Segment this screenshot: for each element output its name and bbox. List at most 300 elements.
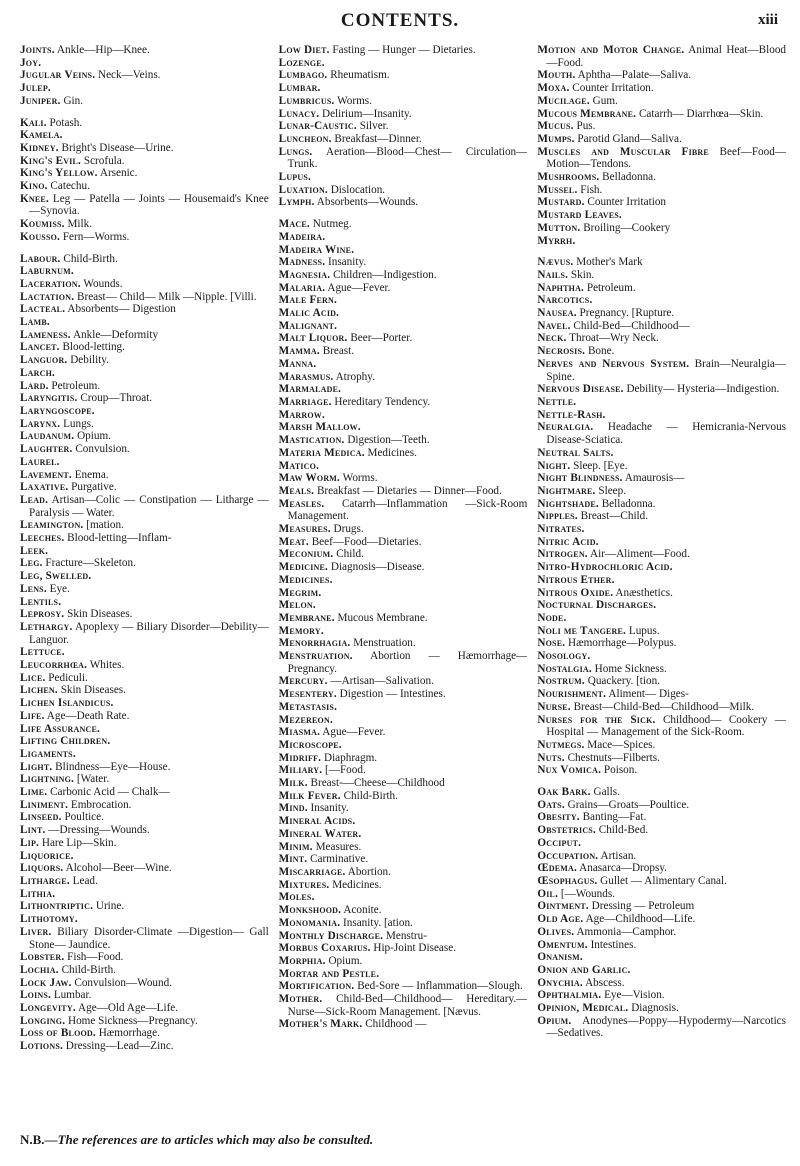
- entry-references: Intestines.: [590, 938, 637, 951]
- index-entry: [279, 726, 528, 739]
- entry-headword: Mumps.: [537, 132, 575, 145]
- index-entry: [537, 587, 786, 600]
- index-entry: [20, 951, 269, 964]
- index-entry: [20, 469, 269, 482]
- footnote-text: The references are to articles which may also be consulted.: [57, 1132, 374, 1147]
- index-entry: [20, 341, 269, 354]
- entry-headword: Mussel.: [537, 183, 578, 196]
- entry-references: Catarrh—Inflammation —Sick-Room Management.: [287, 497, 528, 523]
- entry-headword: Luncheon.: [278, 132, 332, 145]
- index-entry: [537, 951, 786, 964]
- entry-headword: Lymph.: [278, 196, 315, 209]
- index-entry: [537, 472, 786, 485]
- page-number: xiii: [757, 12, 778, 28]
- entry-headword: Matico.: [278, 459, 320, 472]
- entry-references: Fish—Food.: [67, 951, 124, 964]
- entry-headword: Joints.: [20, 44, 55, 56]
- index-entry: [537, 786, 786, 799]
- index-entry: [537, 69, 786, 82]
- entry-references: Digestion—Teeth.: [347, 434, 430, 447]
- index-entry: [537, 120, 786, 133]
- entry-references: Fern—Worms.: [62, 230, 130, 243]
- index-entry: [537, 926, 786, 939]
- entry-references: Anasarca—Dropsy.: [579, 862, 667, 875]
- entry-references: Age—Death Rate.: [46, 709, 130, 722]
- entry-headword: Mixtures.: [278, 878, 330, 891]
- index-entry: [279, 536, 528, 549]
- entry-references: Nutmeg.: [312, 218, 352, 231]
- entry-references: Digestion — Intestines.: [339, 688, 446, 701]
- entry-headword: Nitrous Ether.: [537, 573, 615, 586]
- entry-headword: Nux Vomica.: [537, 764, 602, 777]
- index-entry: [20, 964, 269, 977]
- index-entry: [537, 510, 786, 523]
- entry-references: Child-Bed.: [598, 824, 649, 837]
- entry-references: Bone.: [587, 345, 615, 358]
- index-entry: [20, 155, 269, 168]
- index-entry: [279, 714, 528, 727]
- entry-headword: Menorrhagia.: [278, 637, 351, 650]
- entry-references: Quackery. [tion.: [587, 675, 661, 688]
- entry-headword: Nutmegs.: [537, 738, 585, 751]
- index-entry: [279, 146, 528, 171]
- entry-references: Bed-Sore — Inflammation—Slough.: [357, 980, 523, 993]
- index-entry: [537, 485, 786, 498]
- entry-references: Bright's Disease—Urine.: [61, 141, 174, 154]
- index-entry: [20, 684, 269, 697]
- index-entry: [20, 57, 269, 70]
- entry-headword: Knee.: [20, 192, 49, 205]
- entry-headword: Mustard Leaves.: [537, 209, 622, 222]
- entry-headword: Menstruation.: [278, 650, 353, 663]
- entry-headword: Night.: [537, 459, 571, 472]
- entry-headword: Laceration.: [20, 277, 81, 290]
- index-entry: [537, 701, 786, 714]
- entry-references: Chestnuts—Filberts.: [567, 751, 660, 764]
- entry-references: Childhood —: [365, 1018, 427, 1031]
- index-entry: [20, 180, 269, 193]
- entry-headword: Old Age.: [537, 913, 584, 926]
- index-column-3: [537, 44, 786, 1126]
- index-entry: [20, 989, 269, 1002]
- entry-references: [Water.: [76, 773, 110, 786]
- entry-references: Whites.: [89, 659, 125, 672]
- entry-headword: Mucus.: [537, 120, 574, 133]
- entry-headword: Male Fern.: [278, 294, 337, 307]
- index-entry: [279, 802, 528, 815]
- index-entry: [20, 1015, 269, 1028]
- index-entry: [537, 1002, 786, 1015]
- entry-headword: Leg.: [20, 557, 43, 570]
- entry-headword: Nævus.: [537, 256, 574, 269]
- entry-headword: Necrosis.: [537, 345, 586, 358]
- entry-references: Counter Irritation: [587, 196, 667, 209]
- entry-headword: Miliary.: [278, 764, 323, 777]
- entry-headword: Mesentery.: [278, 688, 337, 701]
- index-entry: [279, 904, 528, 917]
- entry-headword: Measles.: [278, 497, 325, 510]
- entry-headword: Lancet.: [20, 341, 60, 354]
- index-entry: [279, 95, 528, 108]
- index-entry: [20, 218, 269, 231]
- entry-headword: Megrim.: [278, 586, 322, 599]
- entry-headword: Larch.: [20, 366, 56, 379]
- entry-headword: Monkshood.: [278, 904, 342, 917]
- entry-headword: Opinion, Medical.: [537, 1002, 629, 1015]
- entry-headword: Lettuce.: [20, 646, 65, 659]
- index-entry: [537, 332, 786, 345]
- entry-references: Child-Bed—Childhood— Hereditary.— Nurse—Sick-Room Management. [Nævus.: [287, 993, 528, 1018]
- entry-headword: Occiput.: [537, 836, 582, 849]
- entry-references: Child-Birth.: [61, 963, 116, 976]
- index-entry: [20, 761, 269, 774]
- index-entry: [20, 231, 269, 244]
- entry-headword: Œsophagus.: [537, 875, 598, 887]
- entry-headword: Liniment.: [20, 798, 69, 811]
- entry-headword: Mustard.: [537, 196, 585, 209]
- entry-references: Hare Lip—Skin.: [41, 836, 117, 849]
- entry-headword: Life.: [20, 709, 45, 722]
- entry-headword: Lumbar.: [278, 82, 321, 95]
- entry-references: Blood-letting—Inflam-: [67, 532, 172, 545]
- entry-references: Arsenic.: [99, 167, 138, 180]
- entry-references: Mother's Mark: [576, 256, 643, 269]
- index-entry: [279, 815, 528, 828]
- index-entry: [20, 900, 269, 913]
- index-entry: [20, 193, 269, 218]
- entry-references: Lupus.: [628, 624, 660, 637]
- entry-references: Skin Diseases.: [67, 608, 133, 621]
- index-entry: [279, 269, 528, 282]
- entry-headword: Mucous Membrane.: [537, 107, 637, 120]
- index-entry: [279, 548, 528, 561]
- index-entry: [279, 891, 528, 904]
- index-entry: [20, 723, 269, 736]
- index-entry: [20, 545, 269, 558]
- index-entry: [537, 650, 786, 663]
- entry-headword: Measures.: [278, 523, 331, 536]
- index-entry: [279, 917, 528, 930]
- index-entry: [20, 303, 269, 316]
- index-entry: [20, 354, 269, 367]
- index-entry: [20, 443, 269, 456]
- index-entry: [279, 752, 528, 765]
- index-columns: [20, 44, 786, 1126]
- entry-headword: Onion and Garlic.: [537, 963, 631, 976]
- index-entry: [537, 184, 786, 197]
- index-entry: [20, 430, 269, 443]
- entry-headword: Milk Fever.: [278, 789, 341, 802]
- index-entry: [20, 278, 269, 291]
- index-entry: [537, 396, 786, 409]
- entry-references: Catarrh— Diarrhœa—Skin.: [638, 107, 764, 120]
- index-entry: [279, 282, 528, 295]
- index-entry: [537, 256, 786, 269]
- index-entry: [279, 396, 528, 409]
- entry-references: Gin.: [63, 94, 84, 107]
- entry-headword: Laurel.: [20, 455, 60, 468]
- entry-references: Poison.: [603, 764, 638, 777]
- entry-references: Aliment— Diges-: [608, 688, 689, 701]
- index-entry: [537, 447, 786, 460]
- entry-headword: Kino.: [20, 180, 48, 193]
- index-entry: [279, 358, 528, 371]
- entry-references: Breast-—Cheese—Childhood: [310, 777, 445, 790]
- entry-references: Belladonna.: [601, 497, 656, 510]
- index-entry: [537, 574, 786, 587]
- entry-headword: Malaria.: [278, 281, 326, 294]
- entry-headword: Lithontriptic.: [20, 900, 94, 913]
- entry-headword: Ligaments.: [20, 747, 76, 760]
- entry-headword: Liquorice.: [20, 849, 74, 862]
- entry-headword: Moxa.: [537, 82, 570, 95]
- entry-headword: Joy.: [20, 56, 42, 69]
- index-entry: [279, 120, 528, 133]
- entry-headword: Moles.: [278, 891, 315, 904]
- index-entry: [537, 44, 786, 69]
- index-entry: [20, 850, 269, 863]
- entry-headword: Mortar and Pestle.: [278, 967, 380, 980]
- entry-references: Convulsion.: [75, 443, 130, 456]
- entry-references: [—Food.: [325, 764, 366, 777]
- entry-headword: Madeira.: [278, 230, 326, 243]
- index-entry: [537, 811, 786, 824]
- entry-references: Sleep.: [598, 484, 627, 497]
- index-entry: [537, 875, 786, 888]
- index-entry: [537, 409, 786, 422]
- index-entry: [20, 977, 269, 990]
- index-entry: [20, 596, 269, 609]
- footnote-prefix: N.B.—: [20, 1132, 58, 1147]
- entry-references: Wounds.: [83, 277, 123, 290]
- entry-headword: Maw Worm.: [278, 472, 341, 485]
- index-entry: [279, 930, 528, 943]
- entry-references: Anæsthetics.: [615, 586, 673, 599]
- index-entry: [279, 44, 528, 57]
- entry-references: Lungs.: [63, 417, 94, 430]
- entry-references: Scrofula.: [83, 154, 125, 167]
- entry-headword: Liquors.: [20, 862, 64, 875]
- entry-references: Croup—Throat.: [80, 392, 153, 405]
- entry-references: Breakfast — Dietaries — Dinner—Food.: [316, 484, 502, 497]
- index-entry: [20, 1027, 269, 1040]
- index-entry: [537, 222, 786, 235]
- entry-references: Aphtha—Palate—Saliva.: [577, 69, 692, 82]
- entry-headword: Leprosy.: [20, 608, 65, 621]
- index-entry: [279, 790, 528, 803]
- index-entry: [537, 421, 786, 446]
- index-entry: [20, 129, 269, 142]
- index-entry: [537, 824, 786, 837]
- entry-headword: Motion and Motor Change.: [537, 44, 685, 56]
- entry-headword: Kidney.: [20, 141, 59, 154]
- entry-references: Abortion.: [347, 866, 391, 878]
- index-entry: [279, 409, 528, 422]
- index-column-2: [279, 44, 528, 1126]
- entry-references: Skin.: [570, 268, 595, 281]
- index-entry: [20, 316, 269, 329]
- entry-references: Purgative.: [71, 481, 117, 494]
- entry-headword: Nitric Acid.: [537, 535, 599, 548]
- entry-headword: Lotions.: [20, 1040, 63, 1053]
- entry-references: Abscess.: [585, 976, 625, 989]
- entry-references: Leg — Patella — Joints — Housemaid's Knee—Synovia.: [29, 192, 269, 218]
- entry-headword: Mineral Acids.: [278, 815, 356, 828]
- entry-headword: Luxation.: [278, 183, 328, 196]
- entry-headword: Mucilage.: [537, 94, 590, 107]
- entry-headword: Nausea.: [537, 307, 577, 320]
- index-entry: [279, 942, 528, 955]
- index-entry: [279, 256, 528, 269]
- index-entry: [537, 282, 786, 295]
- entry-headword: Lithia.: [20, 887, 56, 900]
- entry-headword: Lacteal.: [20, 303, 66, 316]
- entry-headword: Laryngitis.: [20, 392, 78, 405]
- index-entry: [279, 320, 528, 333]
- index-entry: [279, 498, 528, 523]
- entry-headword: Longing.: [20, 1014, 66, 1027]
- entry-references: Milk.: [67, 218, 93, 231]
- entry-headword: Lameness.: [20, 328, 71, 341]
- index-entry: [537, 799, 786, 812]
- index-entry: [20, 167, 269, 180]
- entry-references: Petroleum.: [51, 379, 101, 392]
- index-entry: [20, 532, 269, 545]
- entry-headword: Nostalgia.: [537, 662, 592, 675]
- index-entry: [537, 133, 786, 146]
- index-entry: [537, 561, 786, 574]
- entry-references: Mucous Membrane.: [337, 611, 428, 624]
- entry-references: Rheumatism.: [330, 69, 390, 82]
- index-entry: [279, 371, 528, 384]
- index-entry: [537, 850, 786, 863]
- entry-headword: Jugular Veins.: [20, 69, 96, 82]
- entry-headword: Muscles and Muscular Fibre: [537, 145, 709, 158]
- index-entry: [279, 612, 528, 625]
- entry-headword: Lungs.: [278, 145, 313, 158]
- index-entry: [279, 637, 528, 650]
- index-entry: [279, 764, 528, 777]
- index-entry: [279, 523, 528, 536]
- entry-headword: Nuts.: [537, 751, 565, 764]
- entry-references: Counter Irritation.: [572, 82, 654, 95]
- index-entry: [20, 1040, 269, 1053]
- entry-references: Gullet — Alimentary Canal.: [600, 875, 727, 887]
- index-entry: [279, 599, 528, 612]
- entry-references: Medicines.: [367, 446, 417, 459]
- index-entry: [537, 675, 786, 688]
- entry-references: Atrophy.: [335, 370, 375, 383]
- index-entry: [20, 811, 269, 824]
- entry-references: Breakfast—Dinner.: [334, 132, 422, 145]
- entry-references: Artisan.: [600, 849, 637, 862]
- entry-references: Diaphragm.: [323, 751, 378, 764]
- index-entry: [279, 460, 528, 473]
- page-title: CONTENTS.: [340, 10, 460, 31]
- entry-headword: Melon.: [278, 599, 316, 612]
- entry-references: Dressing — Petroleum: [591, 900, 695, 913]
- index-entry: [20, 621, 269, 646]
- entry-headword: Microscope.: [278, 738, 342, 751]
- index-entry: [537, 235, 786, 248]
- entry-references: Artisan—Colic — Constipation — Litharge — Paralysis — Water.: [29, 493, 269, 519]
- entry-references: Absorbents—Wounds.: [316, 196, 419, 209]
- index-entry: [537, 548, 786, 561]
- entry-headword: Marmalade.: [278, 383, 342, 396]
- entry-headword: Nightmare.: [537, 484, 596, 497]
- entry-headword: Memory.: [278, 624, 324, 637]
- entry-headword: Midriff.: [278, 751, 322, 764]
- entry-references: Beef—Food—Motion—Tendons.: [546, 145, 787, 171]
- entry-headword: Lice.: [20, 671, 46, 684]
- index-entry: [279, 218, 528, 231]
- index-entry: [279, 1018, 528, 1031]
- index-entry: [537, 383, 786, 396]
- entry-headword: Lobster.: [20, 951, 65, 964]
- entry-headword: Kali.: [20, 116, 47, 129]
- entry-references: Medicines.: [332, 878, 382, 891]
- entry-headword: Koumiss.: [20, 218, 65, 231]
- index-entry: [279, 447, 528, 460]
- index-column-1: [20, 44, 269, 1126]
- entry-references: Convulsion—Wound.: [74, 976, 172, 989]
- entry-headword: Lamb.: [20, 316, 50, 329]
- entry-references: Neck—Veins.: [98, 69, 161, 82]
- entry-references: Ague—Fever.: [322, 726, 386, 739]
- index-entry: [20, 253, 269, 266]
- entry-references: Hæmorrhage—Polypus.: [568, 637, 677, 650]
- entry-references: Ammonia—Camphor.: [576, 925, 677, 938]
- entry-headword: Morbus Coxarius.: [278, 942, 371, 955]
- entry-headword: Lead.: [20, 493, 49, 506]
- entry-references: Urine.: [95, 900, 125, 913]
- index-entry: [20, 82, 269, 95]
- entry-references: Blood-letting.: [62, 341, 125, 354]
- entry-headword: Oil.: [537, 887, 559, 900]
- index-entry: [279, 993, 528, 1018]
- entry-references: Sleep. [Eye.: [573, 459, 628, 472]
- entry-headword: Onanism.: [537, 951, 583, 964]
- entry-references: Diagnosis.: [631, 1002, 679, 1015]
- entry-headword: Leucorrhœa.: [20, 659, 88, 672]
- entry-headword: Nurses for the Sick.: [537, 713, 656, 726]
- entry-headword: Nitrogen.: [537, 548, 588, 561]
- index-entry: [20, 380, 269, 393]
- index-entry: [20, 557, 269, 570]
- index-entry: [537, 939, 786, 952]
- index-entry: [537, 752, 786, 765]
- index-entry: [20, 646, 269, 659]
- entry-headword: Larynx.: [20, 417, 61, 430]
- entry-headword: Mint.: [278, 853, 308, 866]
- entry-headword: Mother.: [278, 993, 323, 1006]
- index-entry: [537, 688, 786, 701]
- index-entry: [279, 955, 528, 968]
- entry-headword: Mouth.: [537, 69, 576, 82]
- entry-references: Home Sickness.: [594, 662, 667, 675]
- entry-references: Brain—Neuralgia—Spine.: [546, 357, 787, 383]
- index-entry: [537, 209, 786, 222]
- index-entry: [20, 69, 269, 82]
- entry-headword: Onychia.: [537, 976, 583, 989]
- entry-headword: Ophthalmia.: [537, 989, 602, 1002]
- entry-headword: Nerves and Nervous System.: [537, 357, 690, 370]
- entry-headword: Metastasis.: [278, 700, 338, 713]
- index-entry: [537, 82, 786, 95]
- index-entry: [537, 95, 786, 108]
- entry-headword: Naphtha.: [537, 281, 585, 294]
- entry-references: Menstru-: [385, 929, 427, 942]
